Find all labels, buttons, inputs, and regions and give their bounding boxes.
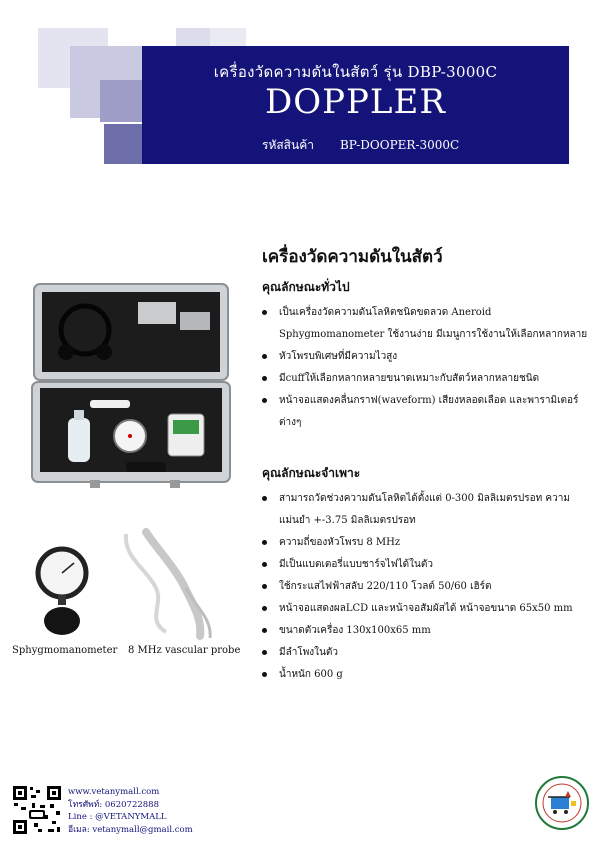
spec-features-heading: คุณลักษณะจำเพาะ xyxy=(262,466,361,480)
banner-subtitle: เครื่องวัดความดันในสัตว์ รุ่น DBP-3000C xyxy=(213,63,498,81)
product-code xyxy=(262,136,459,155)
vascular-probe-photo xyxy=(116,528,221,643)
banner-title: DOPPLER xyxy=(265,82,446,122)
list-item: ขนาดตัวเครื่อง 130x100x65 mm xyxy=(262,620,592,642)
list-item: ใช้กระแสไฟฟ้าสลับ 220/110 โวลต์ 50/60 เฮิร์ต xyxy=(262,576,592,598)
doppler-case-photo xyxy=(30,282,232,492)
phone-number: โทรศัพท์: 0620722888 xyxy=(68,799,159,810)
list-item: ความถี่ของหัวโพรบ 8 MHz xyxy=(262,532,592,554)
company-logo-icon xyxy=(534,775,590,837)
list-item: มีเป็นแบตเตอรี่แบบชาร์จไฟได้ในตัว xyxy=(262,554,592,576)
list-item: หัวโพรบพิเศษที่มีความไวสูง xyxy=(262,346,592,368)
general-features-heading: คุณลักษณะทั่วไป xyxy=(262,280,350,294)
list-item: มีcuffให้เลือกหลากหลายขนาดเหมาะกับสัตว์หลากหลายชนิด xyxy=(262,368,592,390)
list-item: เป็นเครื่องวัดความดันโลหิตชนิดขดลวด Aneroid Sphygmomanometer ใช้งานง่าย มีเมนูการใช้งานให้เลือกหลากหลาย xyxy=(262,302,592,346)
website-link[interactable]: www.vetanymall.com xyxy=(68,787,160,797)
list-item: น้ำหนัก 600 g xyxy=(262,664,592,686)
list-item: หน้าจอแสดงคลื่นกราฟ(waveform) เสียงหลอดเลือด และพารามิเตอร์ต่างๆ xyxy=(262,390,592,434)
list-item: สามารถวัดช่วงความดันโลหิตได้ตั้งแต่ 0-300 มิลลิเมตรปรอท ความแม่นยำ +-3.75 มิลลิเมตรปรอท xyxy=(262,488,592,532)
spec-features-list xyxy=(262,488,592,686)
product-code-value: BP-DOOPER-3000C xyxy=(339,138,460,152)
product-banner xyxy=(142,46,569,164)
contact-info xyxy=(68,786,193,836)
general-features-list xyxy=(262,302,592,434)
line-id: Line : @VETANYMALL xyxy=(68,812,167,822)
gauge-caption: Sphygmomanometer xyxy=(12,645,118,656)
qr-code-icon xyxy=(12,785,62,835)
email-link[interactable]: อีเมล: vetanymall@gmail.com xyxy=(68,824,193,835)
sphygmomanometer-photo xyxy=(30,545,100,640)
probe-caption: 8 MHz vascular probe xyxy=(128,645,241,656)
list-item: หน้าจอแสดงผลLCD และหน้าจอสัมผัสได้ หน้าจอขนาด 65x50 mm xyxy=(262,598,592,620)
product-code-label: รหัสสินค้า xyxy=(262,138,314,152)
product-heading: เครื่องวัดความดันในสัตว์ xyxy=(262,247,443,267)
list-item: มีลำโพงในตัว xyxy=(262,642,592,664)
